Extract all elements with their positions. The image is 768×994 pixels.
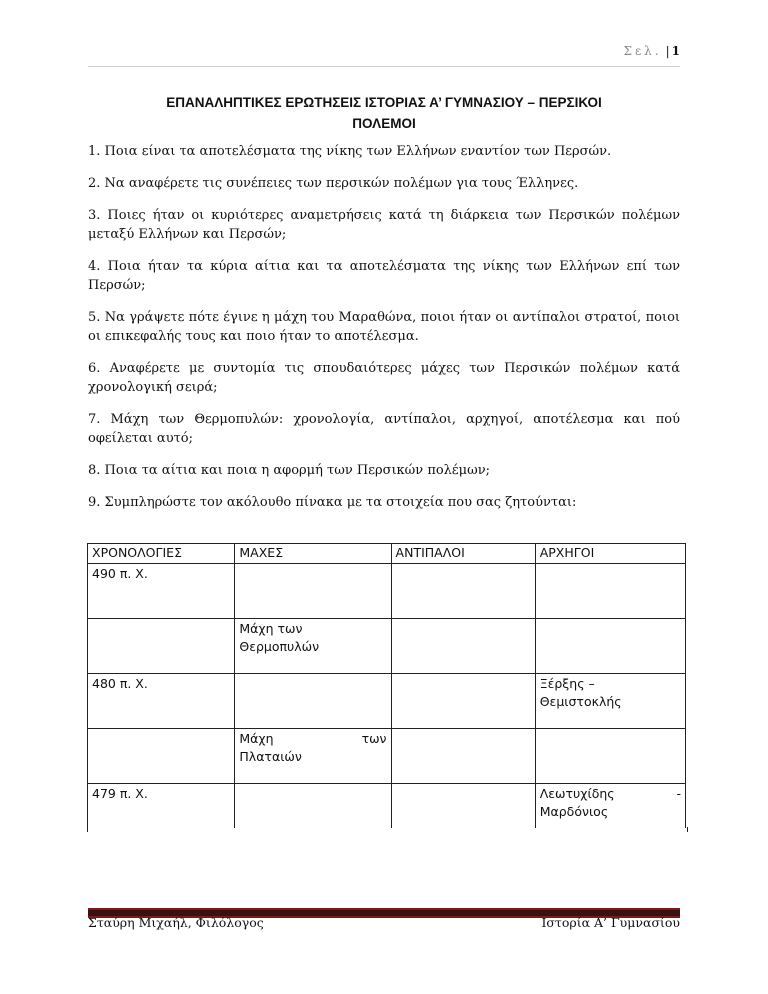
table-cell: 490 π. Χ. — [88, 564, 235, 619]
battles-table — [87, 543, 686, 828]
cell-line: Μαρδόνιος — [539, 804, 609, 819]
table-cell — [535, 619, 685, 674]
cell-line: Θεμιστοκλής — [539, 694, 622, 709]
table-bottom-ticks — [87, 827, 688, 832]
table-cell — [235, 729, 391, 784]
question-2: 2. Να αναφέρετε τις συνέπειες των περσικών πολέμων για τους Έλληνες. — [88, 176, 579, 191]
page-separator: | — [665, 44, 670, 58]
cell-line: Ξέρξης – — [539, 676, 595, 691]
table-cell — [391, 619, 535, 674]
question-5: 5. Να γράψετε πότε έγινε η μάχη του Μαραθώνα, ποιοι ήταν οι αντίπαλοι στρατοί, ποιοι οι επικεφαλής τους και ποιο ήταν το αποτέλεσμα. — [88, 310, 680, 344]
table-cell — [535, 729, 685, 784]
table-cell — [535, 564, 685, 619]
page-header — [88, 44, 680, 67]
page-footer — [88, 915, 680, 930]
questions-list — [88, 142, 680, 525]
question-6: 6. Αναφέρετε με συντομία τις σπουδαιότερες μάχες των Περσικών πολέμων κατά χρονολογική σειρά; — [88, 361, 680, 395]
table-cell — [88, 729, 235, 784]
table-cell — [391, 674, 535, 729]
cell-word: Μάχη — [239, 731, 274, 746]
cell-line: Πλαταιών — [239, 749, 302, 764]
header-leaders: ΑΡΧΗΓΟΙ — [535, 544, 685, 564]
cell-word: - — [676, 786, 681, 801]
page-label: Σελ. — [623, 44, 662, 58]
header-opponents: ΑΝΤΙΠΑΛΟΙ — [391, 544, 535, 564]
table-cell — [235, 619, 391, 674]
question-9: 9. Συμπληρώστε τον ακόλουθο πίνακα με τα στοιχεία που σας ζητούνται: — [88, 495, 577, 510]
question-7: 7. Μάχη των Θερμοπυλών: χρονολογία, αντίπαλοι, αρχηγοί, αποτέλεσμα και πού οφείλεται αυτό; — [88, 412, 680, 446]
header-dates: ΧΡΟΝΟΛΟΓΙΕΣ — [88, 544, 235, 564]
table-cell: 480 π. Χ. — [88, 674, 235, 729]
question-1: 1. Ποια είναι τα αποτελέσματα της νίκης των Ελλήνων εναντίον των Περσών. — [88, 144, 612, 159]
cell-word: Λεωτυχίδης — [539, 786, 615, 801]
table-row — [88, 619, 686, 674]
table-cell — [391, 564, 535, 619]
cell-line — [239, 730, 386, 748]
table-row — [88, 729, 686, 784]
footer-subject: Ιστορία Α’ Γυμνασίου — [541, 915, 680, 930]
page-number: 1 — [671, 44, 680, 58]
table-cell — [391, 729, 535, 784]
question-4: 4. Ποια ήταν τα κύρια αίτια και τα αποτελέσματα της νίκης των Ελλήνων επί των Περσών; — [88, 259, 680, 293]
table-cell — [235, 674, 391, 729]
table-cell — [235, 564, 391, 619]
table-cell — [391, 784, 535, 829]
cell-line: Μάχη των — [239, 621, 303, 636]
footer-author: Σταύρη Μιχαήλ, Φιλόλογος — [88, 915, 264, 930]
table-cell — [235, 784, 391, 829]
table-cell — [535, 784, 685, 829]
cell-line — [540, 785, 681, 803]
question-3: 3. Ποιες ήταν οι κυριότερες αναμετρήσεις κατά τη διάρκεια των Περσικών πολέμων μεταξύ Ελλήνων και Περσών; — [88, 208, 680, 242]
table-row — [88, 564, 686, 619]
document-title — [88, 92, 680, 134]
cell-line: Θερμοπυλών — [239, 639, 320, 654]
header-battles: ΜΑΧΕΣ — [235, 544, 391, 564]
title-line-1: ΕΠΑΝΑΛΗΠΤΙΚΕΣ ΕΡΩΤΗΣΕΙΣ ΙΣΤΟΡΙΑΣ Α’ ΓΥΜΝΑΣΙΟΥ – ΠΕΡΣΙΚΟΙ — [166, 95, 602, 110]
table-cell — [535, 674, 685, 729]
cell-word: των — [361, 731, 387, 746]
question-8: 8. Ποια τα αίτια και ποια η αφορμή των Περσικών πολέμων; — [88, 463, 490, 478]
table-header-row — [88, 544, 686, 564]
table-cell — [88, 619, 235, 674]
table-row — [88, 784, 686, 829]
table-cell: 479 π. Χ. — [88, 784, 235, 829]
title-line-2: ΠΟΛΕΜΟΙ — [352, 116, 416, 131]
table-row — [88, 674, 686, 729]
